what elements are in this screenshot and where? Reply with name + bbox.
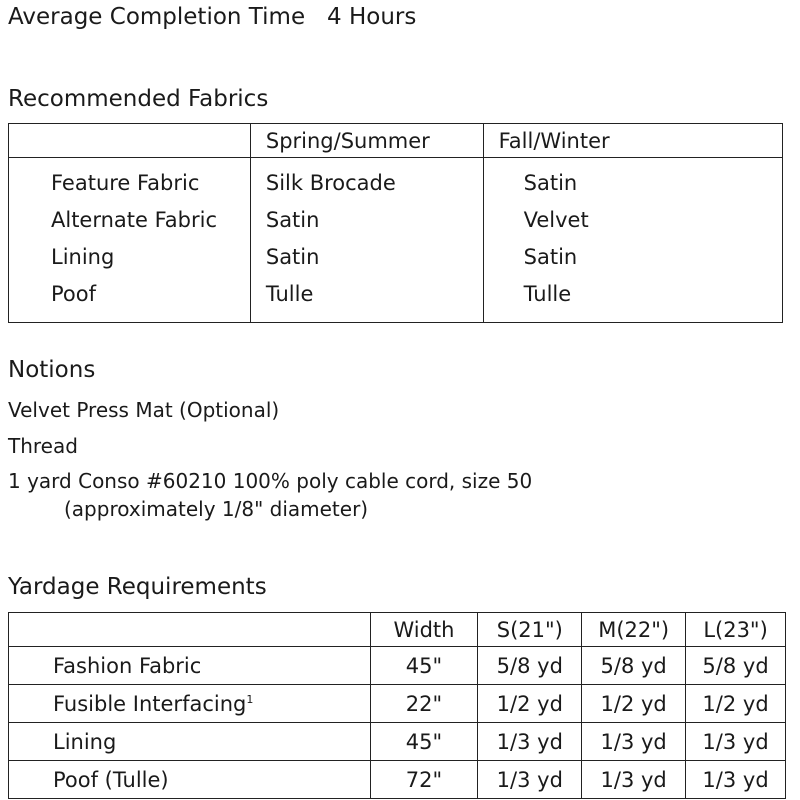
yardage-header-row xyxy=(9,613,786,647)
yardage-label: Fusible Interfacing xyxy=(53,691,247,716)
yardage-small: 1/2 yd xyxy=(478,685,582,723)
yardage-small: 1/3 yd xyxy=(478,723,582,761)
table-row xyxy=(9,238,783,275)
notion-item: Thread xyxy=(8,434,78,458)
table-row xyxy=(9,275,783,323)
yardage-width: 72" xyxy=(370,761,478,799)
yardage-medium: 1/2 yd xyxy=(582,685,686,723)
notion-item: 1 yard Conso #60210 100% poly cable cord, size 50 xyxy=(8,469,533,493)
fabric-label: Poof xyxy=(51,281,97,306)
yardage-header-small: S(21") xyxy=(478,613,582,647)
fabrics-header-spring-summer: Spring/Summer xyxy=(250,124,483,158)
fabrics-header-row xyxy=(9,124,783,158)
completion-value: 4 Hours xyxy=(327,4,417,30)
notions-heading: Notions xyxy=(8,357,96,383)
yardage-label-cell xyxy=(9,685,371,723)
yardage-label: Lining xyxy=(53,729,117,754)
yardage-large: 1/2 yd xyxy=(686,685,786,723)
yardage-header-empty xyxy=(9,613,371,647)
yardage-width: 45" xyxy=(370,647,478,685)
fabric-label: Feature Fabric xyxy=(51,170,200,195)
yardage-large: 1/3 yd xyxy=(686,723,786,761)
table-row xyxy=(9,761,786,799)
table-row xyxy=(9,158,783,202)
yardage-large: 1/3 yd xyxy=(686,761,786,799)
completion-label: Average Completion Time xyxy=(8,4,306,30)
yardage-label: Poof (Tulle) xyxy=(53,767,169,792)
completion-time xyxy=(8,4,416,30)
notion-item: Velvet Press Mat (Optional) xyxy=(8,398,280,422)
fabric-spring: Tulle xyxy=(250,275,483,323)
yardage-medium: 5/8 yd xyxy=(582,647,686,685)
fabrics-header-empty xyxy=(9,124,251,158)
fabric-label: Lining xyxy=(51,244,115,269)
yardage-heading: Yardage Requirements xyxy=(8,574,267,600)
yardage-width: 22" xyxy=(370,685,478,723)
yardage-small: 1/3 yd xyxy=(478,761,582,799)
fabric-spring: Silk Brocade xyxy=(250,158,483,202)
yardage-table xyxy=(8,612,786,799)
recommended-fabrics-heading: Recommended Fabrics xyxy=(8,86,269,112)
fabrics-header-fall-winter: Fall/Winter xyxy=(483,124,782,158)
table-row xyxy=(9,647,786,685)
yardage-medium: 1/3 yd xyxy=(582,761,686,799)
fabric-fall: Satin xyxy=(523,244,578,269)
yardage-small: 5/8 yd xyxy=(478,647,582,685)
notion-note: (approximately 1/8" diameter) xyxy=(64,497,369,521)
footnote-marker: 1 xyxy=(246,692,254,706)
fabric-spring: Satin xyxy=(250,201,483,238)
yardage-header-width: Width xyxy=(370,613,478,647)
fabric-fall: Satin xyxy=(523,170,578,195)
recommended-fabrics-table xyxy=(8,123,783,323)
yardage-label: Fashion Fabric xyxy=(53,653,202,678)
yardage-large: 5/8 yd xyxy=(686,647,786,685)
yardage-header-large: L(23") xyxy=(686,613,786,647)
yardage-width: 45" xyxy=(370,723,478,761)
fabric-fall: Velvet xyxy=(523,207,589,232)
table-row xyxy=(9,201,783,238)
yardage-medium: 1/3 yd xyxy=(582,723,686,761)
table-row xyxy=(9,723,786,761)
yardage-label-cell xyxy=(9,761,371,799)
yardage-label-cell xyxy=(9,647,371,685)
fabric-label: Alternate Fabric xyxy=(51,207,217,232)
fabric-spring: Satin xyxy=(250,238,483,275)
yardage-header-medium: M(22") xyxy=(582,613,686,647)
table-row xyxy=(9,685,786,723)
fabric-fall: Tulle xyxy=(523,281,572,306)
yardage-label-cell xyxy=(9,723,371,761)
